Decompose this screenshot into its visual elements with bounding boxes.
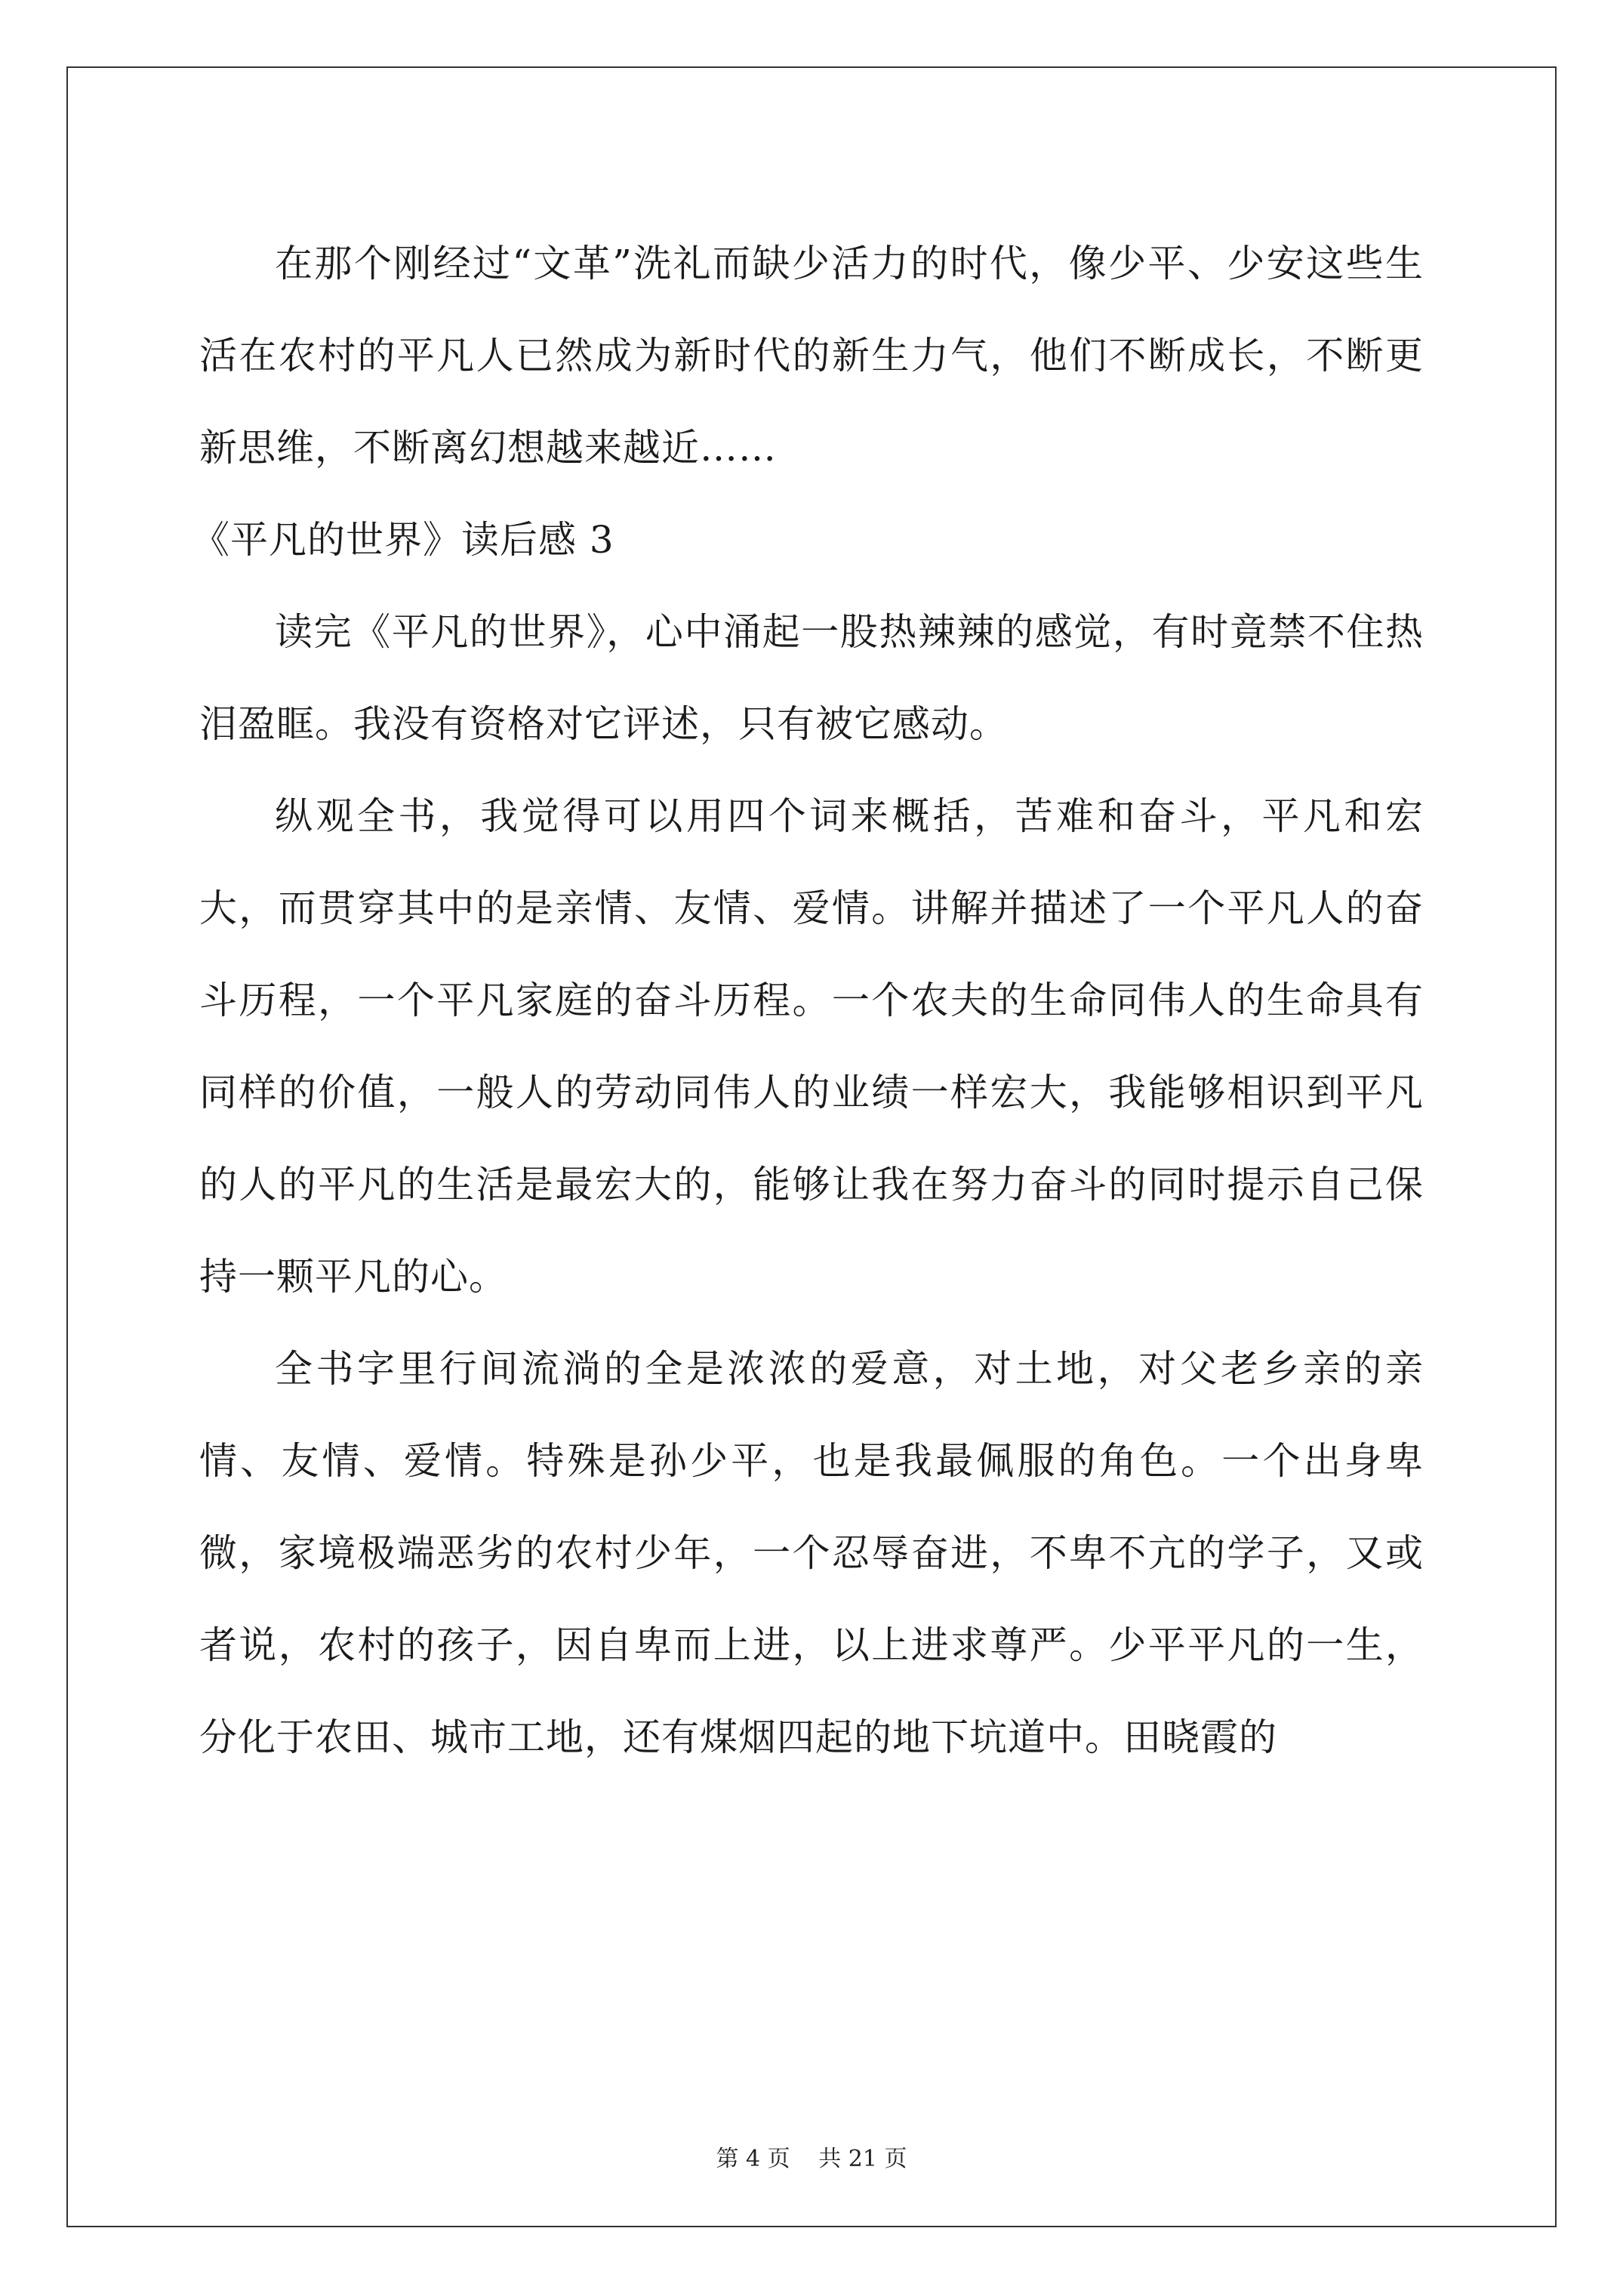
section-heading: 《平凡的世界》读后感 3 bbox=[192, 518, 614, 562]
document-body bbox=[192, 217, 1424, 1783]
page-footer bbox=[0, 2140, 1623, 2173]
paragraph: 读完《平凡的世界》，心中涌起一股热辣辣的感觉，有时竟禁不住热泪盈眶。我没有资格对它评述，只有被它感动。 bbox=[199, 610, 1424, 746]
page-total: 共 21 页 bbox=[818, 2146, 907, 2172]
paragraph: 全书字里行间流淌的全是浓浓的爱意，对土地，对父老乡亲的亲情、友情、爱情。特殊是孙少平，也是我最佩服的角色。一个出身卑微，家境极端恶劣的农村少年，一个忍辱奋进，不卑不亢的学子，又或者说，农村的孩子，因自卑而上进，以上进求尊严。少平平凡的一生，分化于农田、城市工地，还有煤烟四起的地下坑道中。田晓霞的 bbox=[199, 1347, 1424, 1759]
page-number: 第 4 页 bbox=[716, 2146, 790, 2172]
paragraph: 在那个刚经过“文革”洗礼而缺少活力的时代，像少平、少安这些生活在农村的平凡人已然成为新时代的新生力气，他们不断成长，不断更新思维，不断离幻想越来越近…… bbox=[199, 242, 1424, 470]
paragraph: 纵观全书，我觉得可以用四个词来概括，苦难和奋斗，平凡和宏大，而贯穿其中的是亲情、友情、爱情。讲解并描述了一个平凡人的奋斗历程，一个平凡家庭的奋斗历程。一个农夫的生命同伟人的生命具有同样的价值，一般人的劳动同伟人的业绩一样宏大，我能够相识到平凡的人的平凡的生活是最宏大的，能够让我在努力奋斗的同时提示自己保持一颗平凡的心。 bbox=[199, 794, 1424, 1299]
